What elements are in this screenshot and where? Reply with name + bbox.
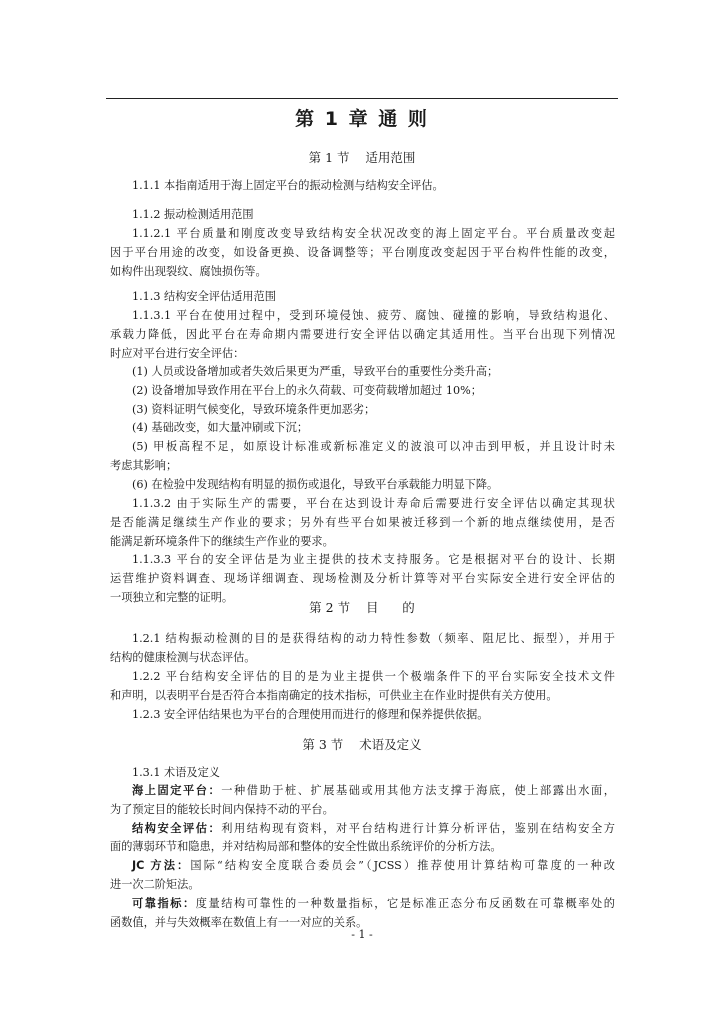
section-3-title: 第 3 节 术语及定义 xyxy=(302,737,422,752)
section-1-title: 第 1 节 适用范围 xyxy=(308,150,416,165)
list-item: (2) 设备增加导致作用在平台上的永久荷载、可变荷载增加超过 10%； xyxy=(132,383,482,397)
page-number: - 1 - xyxy=(351,928,373,941)
list-item: (1) 人员或设备增加或者失效后果更为严重，导致平台的重要性分类升高； xyxy=(132,365,499,378)
para-1-2-2: 1.2.2 平台结构安全评估的目的是为业主提供一个极端条件下的平台实际安全技术文件 和声明，以表明平台是否符合本指南确定的技术指标，可供业主在作业时提供有关方使用。 xyxy=(110,670,615,702)
list-item: (6) 在检验中发现结构有明显的损伤或退化，导致平台承载能力明显下降。 xyxy=(132,477,499,491)
para-1-1-3-3: 1.1.3.3 平台的安全评估是为业主提供的技术支持服务。它是根据对平台的设计、长期 运营维护资料调查、现场详细调查、现场检测及分析计算等对平台实际安全进行安全评估的 一项独立和完整的证明。 xyxy=(110,553,615,604)
para-1-1-1: 1.1.1 本指南适用于海上固定平台的振动检测与结构安全评估。 xyxy=(132,179,444,192)
list-item: (5) 甲板高程不足，如原设计标准或新标准定义的波浪可以冲击到甲板，并且设计时未 xyxy=(132,440,615,454)
definition-term: JC 方法： xyxy=(132,859,191,873)
list-item: (4) 基础改变，如大量冲刷或下沉； xyxy=(132,421,309,435)
list-item-cont: 考虑其影响； xyxy=(110,458,178,472)
chapter-title: 第 1 章 通 则 xyxy=(295,108,429,130)
definition-item: 结构安全评估：利用结构现有资料，对平台结构进行计算分析评估，鉴别在结构安全方 xyxy=(132,821,615,835)
para-1-1-3-1: 1.1.3.1 平台在使用过程中，受到环境侵蚀、疲劳、腐蚀、碰撞的影响，导致结构退化、 承载力降低，因此平台在寿命期内需要进行安全评估以确定其适用性。当平台出现下列情况 时应对平台进行安全评估： xyxy=(110,309,615,360)
para-1-1-2-1: 1.1.2.1 平台质量和刚度改变导致结构安全状况改变的海上固定平台。平台质量改变起 因于平台用途的改变，如设备更换、设备调整等；平台刚度改变起因于平台构件性能的改变， 如构件出现裂纹、腐蚀损伤等。 xyxy=(110,227,615,278)
definition-list: 海上固定平台：一种借助于桩、扩展基础或用其他方法支撑于海底，使上部露出水面， 为了预定目的能较长时间内保持不动的平台。 结构安全评估：利用结构现有资料，对平台结构进行计算分析评估，鉴别在结构安全方 面的薄弱环节和隐患，并对结构局部和整体的安全性做出系统评价的分析方法。 JC 方法：国际“结构安全度联合委员会”（JCSS）推荐使用计算结构可靠度的一种改 进一次二阶矩法。 可靠指标：度量结构可靠性的一种数量指标，它是标准正态分布反函数在可靠概率处的 函数值，并与失效概率在数值上有一一对应的关系。 xyxy=(110,784,615,929)
definition-item: JC 方法：国际“结构安全度联合委员会”（JCSS）推荐使用计算结构可靠度的一种改 xyxy=(132,859,615,873)
definition-item: 海上固定平台：一种借助于桩、扩展基础或用其他方法支撑于海底，使上部露出水面， xyxy=(132,784,615,797)
para-1-2-3: 1.2.3 安全评估结果也为平台的合理使用而进行的修理和保养提供依据。 xyxy=(132,708,489,721)
definition-item: 可靠指标：度量结构可靠性的一种数量指标，它是标准正态分布反函数在可靠概率处的 xyxy=(132,896,615,910)
list-item: (3) 资料证明气候变化，导致环境条件更加恶劣； xyxy=(132,402,376,416)
conditions-list xyxy=(110,363,615,495)
para-1-2-1: 1.2.1 结构振动检测的目的是获得结构的动力特性参数（频率、阻尼比、振型），并用于 结构的健康检测与状态评估。 xyxy=(110,632,615,664)
para-1-1-3-2: 1.1.3.2 由于实际生产的需要，平台在达到设计寿命后需要进行安全评估以确定其现状 是否能满足继续生产作业的要求；另外有些平台如果被迁移到一个新的地点继续使用，是否 能满足新环境条件下的继续生产作业的要求。 xyxy=(110,497,615,548)
para-1-1-2: 1.1.2 振动检测适用范围 xyxy=(132,208,254,221)
para-1-1-3: 1.1.3 结构安全评估适用范围 xyxy=(132,290,276,303)
para-1-3-1: 1.3.1 术语及定义 xyxy=(132,766,220,779)
header-rule xyxy=(106,98,618,99)
definition-term: 结构安全评估： xyxy=(132,821,222,835)
section-2-title: 第 2 节 目 的 xyxy=(309,600,415,615)
definition-term: 海上固定平台： xyxy=(132,784,222,797)
definition-term: 可靠指标： xyxy=(132,896,196,910)
